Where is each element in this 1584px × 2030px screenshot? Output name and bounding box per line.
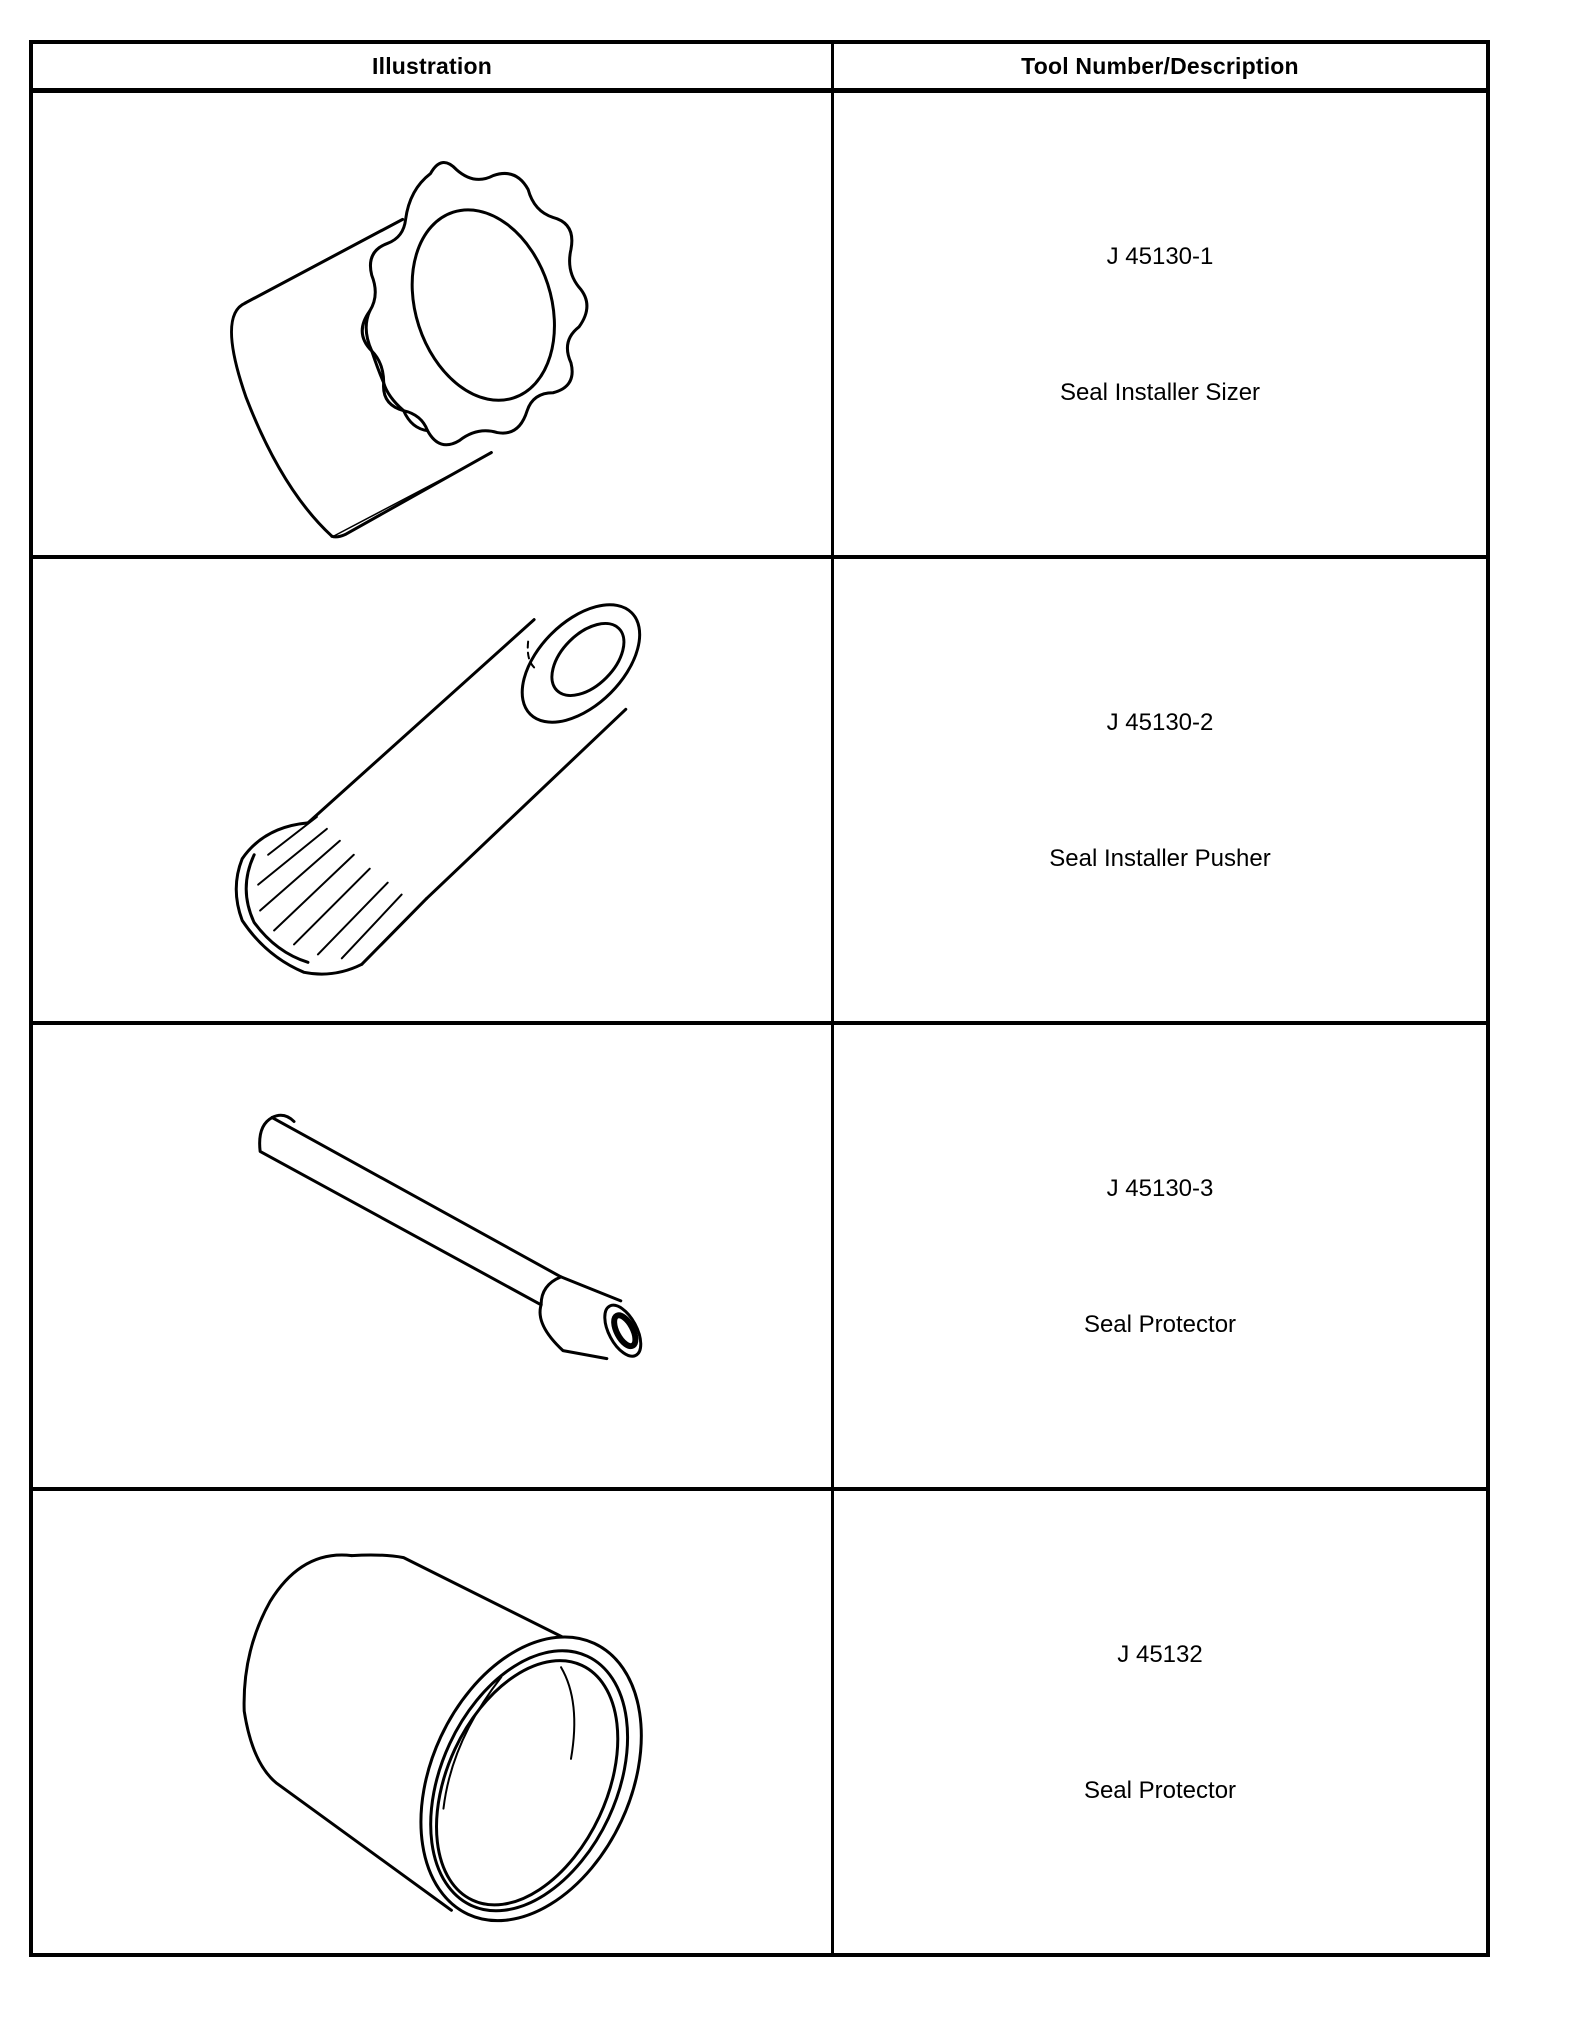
- table-row: [33, 1491, 1486, 1953]
- tool-column-header: Tool Number/Description: [1021, 52, 1299, 79]
- tool-number: J 45130-3: [1106, 1175, 1214, 1202]
- seal-installer-pusher-illustration: [33, 559, 831, 1021]
- tool-description: Seal Protector: [1083, 1777, 1237, 1804]
- illustration-cell: [33, 1025, 834, 1487]
- illustration-column-header: Illustration: [33, 44, 834, 88]
- seal-installer-sizer-illustration: [33, 93, 831, 555]
- tool-number: J 45132: [1117, 1641, 1203, 1668]
- table-row: [33, 559, 1486, 1025]
- description-cell: [834, 1491, 1486, 1953]
- table-header-row: [33, 44, 1486, 93]
- tool-number: J 45130-1: [1106, 243, 1214, 270]
- table-row: [33, 1025, 1486, 1491]
- description-cell: [834, 93, 1486, 555]
- seal-protector-sleeve-illustration: [33, 1491, 831, 1953]
- illustration-cell: [33, 559, 834, 1021]
- tool-table: [29, 40, 1490, 1957]
- description-cell: [834, 1025, 1486, 1487]
- illustration-cell: [33, 93, 834, 555]
- tool-description: Seal Installer Sizer: [1059, 379, 1261, 406]
- description-cell: [834, 559, 1486, 1021]
- tool-number: J 45130-2: [1106, 709, 1214, 736]
- tool-description: Seal Protector: [1083, 1311, 1237, 1338]
- table-row: [33, 93, 1486, 559]
- seal-protector-rod-illustration: [33, 1025, 831, 1487]
- tool-description: Seal Installer Pusher: [1049, 845, 1271, 872]
- illustration-cell: [33, 1491, 834, 1953]
